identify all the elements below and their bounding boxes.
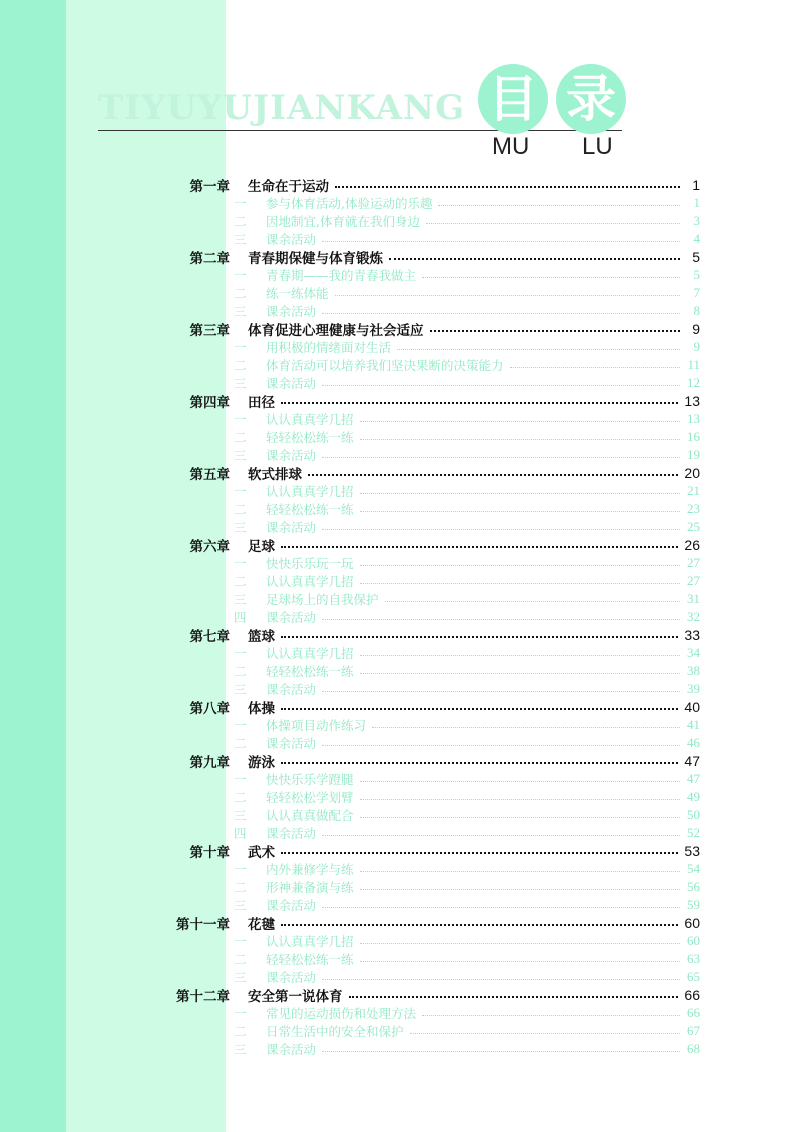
leader-dots [360, 781, 680, 782]
section-title: 常见的运动损伤和处理方法 [266, 1006, 417, 1021]
chapter-title: 青春期保健与体育锻炼 [248, 251, 383, 267]
leader-dots [322, 241, 680, 242]
title-pinyin-mu: MU [492, 133, 530, 160]
section-number: 一 [234, 934, 247, 949]
section-page-number: 34 [687, 645, 700, 660]
toc-section-row[interactable] [150, 680, 700, 698]
title-char-lu: 录 [556, 64, 626, 134]
section-title: 认认真真学几招 [266, 484, 354, 499]
section-title: 课余活动 [266, 610, 317, 625]
toc-section-row[interactable] [150, 572, 700, 590]
section-page-number: 1 [693, 195, 700, 210]
chapter-title: 花毽 [248, 917, 275, 933]
leader-dots [510, 367, 680, 368]
leader-dots [335, 295, 680, 296]
section-number: 二 [234, 286, 247, 301]
toc-section-row[interactable] [150, 716, 700, 734]
chapter-page-number: 47 [684, 753, 700, 769]
toc-section-row[interactable] [150, 230, 700, 248]
leader-dots [389, 258, 680, 260]
toc-chapter-row[interactable] [150, 842, 700, 860]
section-page-number: 27 [687, 555, 700, 570]
section-title: 轻轻松松练一练 [266, 952, 354, 967]
toc-section-row[interactable] [150, 788, 700, 806]
chapter-title: 安全第一说体育 [248, 989, 343, 1005]
toc-chapter-row[interactable] [150, 914, 700, 932]
leader-dots [281, 636, 678, 638]
leader-dots [360, 655, 680, 656]
chapter-page-number: 66 [684, 987, 700, 1003]
toc-section-row[interactable] [150, 1040, 700, 1058]
chapter-title: 体育促进心理健康与社会适应 [248, 323, 424, 339]
section-number: 二 [234, 790, 247, 805]
section-page-number: 60 [687, 933, 700, 948]
section-number: 三 [234, 970, 247, 985]
leader-dots [372, 727, 680, 728]
section-page-number: 9 [693, 339, 700, 354]
section-title: 足球场上的自我保护 [266, 592, 379, 607]
toc-section-row[interactable] [150, 860, 700, 878]
section-number: 一 [234, 862, 247, 877]
section-page-number: 12 [687, 375, 700, 390]
section-number: 一 [234, 646, 247, 661]
toc-section-row[interactable] [150, 806, 700, 824]
section-title: 认认真真学几招 [266, 646, 354, 661]
section-title: 课余活动 [266, 826, 317, 841]
section-title: 认认真真学几招 [266, 412, 354, 427]
section-title: 轻轻松松练一练 [266, 664, 354, 679]
chapter-number: 第七章 [189, 629, 230, 645]
leader-dots [349, 996, 679, 998]
section-page-number: 23 [687, 501, 700, 516]
section-page-number: 49 [687, 789, 700, 804]
section-title: 练一练体能 [266, 286, 329, 301]
section-page-number: 59 [687, 897, 700, 912]
toc-chapter-row[interactable] [150, 176, 700, 194]
toc-section-row[interactable] [150, 212, 700, 230]
section-number: 一 [234, 340, 247, 355]
toc-section-row[interactable] [150, 410, 700, 428]
leader-dots [360, 421, 680, 422]
section-number: 一 [234, 1006, 247, 1021]
chapter-number: 第六章 [189, 539, 230, 555]
section-page-number: 11 [687, 357, 700, 372]
leader-dots [322, 1051, 680, 1052]
chapter-number: 第四章 [189, 395, 230, 411]
section-title: 内外兼修学与练 [266, 862, 354, 877]
section-number: 二 [234, 736, 247, 751]
section-number: 三 [234, 1042, 247, 1057]
toc-chapter-row[interactable] [150, 698, 700, 716]
toc-section-row[interactable] [150, 608, 700, 626]
toc-section-row[interactable] [150, 1004, 700, 1022]
chapter-number: 第十一章 [176, 917, 230, 933]
toc-section-row[interactable] [150, 824, 700, 842]
chapter-number: 第八章 [189, 701, 230, 717]
leader-dots [360, 493, 680, 494]
section-number: 二 [234, 502, 247, 517]
leader-dots [360, 817, 680, 818]
toc-section-row[interactable] [150, 446, 700, 464]
section-number: 一 [234, 412, 247, 427]
section-page-number: 7 [693, 285, 700, 300]
section-title: 课余活动 [266, 736, 317, 751]
section-title: 课余活动 [266, 448, 317, 463]
section-number: 一 [234, 196, 247, 211]
section-page-number: 13 [687, 411, 700, 426]
leader-dots [360, 511, 680, 512]
section-title: 体育活动可以培养我们坚决果断的决策能力 [266, 358, 504, 373]
toc-chapter-row[interactable] [150, 536, 700, 554]
chapter-number: 第十二章 [176, 989, 230, 1005]
chapter-page-number: 40 [684, 699, 700, 715]
section-title: 课余活动 [266, 376, 317, 391]
leader-dots [322, 385, 680, 386]
section-title: 课余活动 [266, 232, 317, 247]
section-number: 四 [234, 610, 247, 625]
toc-section-row[interactable] [150, 338, 700, 356]
leader-dots [322, 619, 680, 620]
section-page-number: 31 [687, 591, 700, 606]
chapter-title: 体操 [248, 701, 275, 717]
chapter-title: 软式排球 [248, 467, 302, 483]
title-pinyin-lu: LU [582, 133, 613, 160]
leader-dots [322, 691, 680, 692]
section-number: 二 [234, 952, 247, 967]
section-page-number: 21 [687, 483, 700, 498]
pinyin-header-title: TIYUYUJIANKANG [98, 88, 466, 128]
leader-dots [360, 439, 680, 440]
toc-section-row[interactable] [150, 482, 700, 500]
section-number: 二 [234, 1024, 247, 1039]
section-page-number: 8 [693, 303, 700, 318]
header-divider [98, 130, 622, 131]
section-title: 认认真真做配合 [266, 808, 354, 823]
leader-dots [322, 529, 680, 530]
chapter-page-number: 13 [684, 393, 700, 409]
table-of-contents [150, 176, 700, 1058]
section-page-number: 16 [687, 429, 700, 444]
toc-section-row[interactable] [150, 770, 700, 788]
section-page-number: 3 [693, 213, 700, 228]
leader-dots [360, 565, 680, 566]
section-page-number: 68 [687, 1041, 700, 1056]
leader-dots [308, 474, 678, 476]
section-number: 一 [234, 268, 247, 283]
section-title: 用积极的情绪面对生活 [266, 340, 392, 355]
section-number: 二 [234, 880, 247, 895]
section-number: 三 [234, 592, 247, 607]
toc-chapter-row[interactable] [150, 392, 700, 410]
chapter-number: 第十章 [189, 845, 230, 861]
section-page-number: 27 [687, 573, 700, 588]
leader-dots [281, 402, 678, 404]
toc-chapter-row[interactable] [150, 248, 700, 266]
leader-dots [281, 762, 678, 764]
chapter-title: 武术 [248, 845, 275, 861]
chapter-number: 第三章 [189, 323, 230, 339]
section-number: 一 [234, 556, 247, 571]
toc-section-row[interactable] [150, 644, 700, 662]
title-char-mu: 目 [478, 64, 548, 134]
chapter-page-number: 26 [684, 537, 700, 553]
toc-chapter-row[interactable] [150, 464, 700, 482]
section-page-number: 25 [687, 519, 700, 534]
leader-dots [430, 330, 681, 332]
leader-dots [360, 889, 680, 890]
chapter-page-number: 60 [684, 915, 700, 931]
section-title: 体操项目动作练习 [266, 718, 367, 733]
section-title: 轻轻松松练一练 [266, 502, 354, 517]
section-number: 三 [234, 682, 247, 697]
section-number: 四 [234, 826, 247, 841]
section-title: 快快乐乐学蹬腿 [266, 772, 354, 787]
chapter-page-number: 53 [684, 843, 700, 859]
section-number: 三 [234, 898, 247, 913]
section-page-number: 50 [687, 807, 700, 822]
leader-dots [281, 852, 678, 854]
toc-section-row[interactable] [150, 374, 700, 392]
leader-dots [281, 924, 678, 926]
chapter-title: 田径 [248, 395, 275, 411]
section-title: 青春期——我的青春我做主 [266, 268, 417, 283]
section-title: 轻轻松松练一练 [266, 430, 354, 445]
section-title: 课余活动 [266, 304, 317, 319]
section-title: 课余活动 [266, 520, 317, 535]
leader-dots [360, 799, 680, 800]
leader-dots [322, 745, 680, 746]
section-title: 课余活动 [266, 682, 317, 697]
section-page-number: 54 [687, 861, 700, 876]
toc-chapter-row[interactable] [150, 626, 700, 644]
leader-dots [322, 835, 680, 836]
section-page-number: 46 [687, 735, 700, 750]
toc-section-row[interactable] [150, 266, 700, 284]
toc-section-row[interactable] [150, 302, 700, 320]
chapter-title: 足球 [248, 539, 275, 555]
toc-chapter-row[interactable] [150, 320, 700, 338]
toc-section-row[interactable] [150, 428, 700, 446]
toc-section-row[interactable] [150, 896, 700, 914]
section-page-number: 39 [687, 681, 700, 696]
section-title: 轻轻松松学划臂 [266, 790, 354, 805]
section-number: 三 [234, 448, 247, 463]
section-title: 快快乐乐玩一玩 [266, 556, 354, 571]
section-number: 二 [234, 214, 247, 229]
section-title: 认认真真学几招 [266, 574, 354, 589]
section-title: 参与体育活动,体验运动的乐趣 [266, 196, 433, 211]
leader-dots [385, 601, 680, 602]
leader-dots [360, 673, 680, 674]
section-title: 因地制宜,体育就在我们身边 [266, 214, 420, 229]
chapter-number: 第五章 [189, 467, 230, 483]
section-number: 二 [234, 358, 247, 373]
toc-section-row[interactable] [150, 950, 700, 968]
chapter-page-number: 1 [692, 177, 700, 193]
toc-section-row[interactable] [150, 518, 700, 536]
chapter-number: 第一章 [189, 179, 230, 195]
leader-dots [410, 1033, 680, 1034]
section-title: 认认真真学几招 [266, 934, 354, 949]
section-number: 一 [234, 772, 247, 787]
chapter-title: 篮球 [248, 629, 275, 645]
toc-section-row[interactable] [150, 554, 700, 572]
toc-chapter-row[interactable] [150, 986, 700, 1004]
leader-dots [281, 546, 678, 548]
section-title: 课余活动 [266, 898, 317, 913]
leader-dots [360, 583, 680, 584]
section-number: 一 [234, 718, 247, 733]
leader-dots [438, 205, 680, 206]
leader-dots [360, 871, 680, 872]
section-number: 二 [234, 664, 247, 679]
section-page-number: 38 [687, 663, 700, 678]
section-page-number: 32 [687, 609, 700, 624]
chapter-number: 第二章 [189, 251, 230, 267]
section-page-number: 4 [693, 231, 700, 246]
left-margin-band-dark [0, 0, 66, 1132]
section-page-number: 52 [687, 825, 700, 840]
toc-section-row[interactable] [150, 284, 700, 302]
leader-dots [360, 961, 680, 962]
toc-section-row[interactable] [150, 932, 700, 950]
section-page-number: 63 [687, 951, 700, 966]
leader-dots [422, 1015, 680, 1016]
section-number: 三 [234, 808, 247, 823]
section-page-number: 41 [687, 717, 700, 732]
section-page-number: 19 [687, 447, 700, 462]
chapter-title: 游泳 [248, 755, 275, 771]
leader-dots [322, 313, 680, 314]
toc-section-row[interactable] [150, 1022, 700, 1040]
leader-dots [422, 277, 680, 278]
chapter-page-number: 20 [684, 465, 700, 481]
leader-dots [322, 979, 680, 980]
leader-dots [426, 223, 680, 224]
section-page-number: 47 [687, 771, 700, 786]
toc-section-row[interactable] [150, 662, 700, 680]
section-number: 三 [234, 304, 247, 319]
toc-section-row[interactable] [150, 878, 700, 896]
leader-dots [360, 943, 680, 944]
toc-section-row[interactable] [150, 968, 700, 986]
section-number: 三 [234, 376, 247, 391]
section-page-number: 5 [693, 267, 700, 282]
leader-dots [322, 907, 680, 908]
section-page-number: 56 [687, 879, 700, 894]
toc-chapter-row[interactable] [150, 752, 700, 770]
leader-dots [281, 708, 678, 710]
toc-section-row[interactable] [150, 500, 700, 518]
chapter-page-number: 9 [692, 321, 700, 337]
toc-section-row[interactable] [150, 356, 700, 374]
section-number: 二 [234, 574, 247, 589]
section-number: 三 [234, 520, 247, 535]
chapter-number: 第九章 [189, 755, 230, 771]
toc-section-row[interactable] [150, 590, 700, 608]
section-number: 一 [234, 484, 247, 499]
chapter-page-number: 5 [692, 249, 700, 265]
section-page-number: 66 [687, 1005, 700, 1020]
section-number: 二 [234, 430, 247, 445]
leader-dots [322, 457, 680, 458]
section-page-number: 65 [687, 969, 700, 984]
section-title: 形神兼备演与练 [266, 880, 354, 895]
section-page-number: 67 [687, 1023, 700, 1038]
section-title: 日常生活中的安全和保护 [266, 1024, 404, 1039]
leader-dots [335, 186, 680, 188]
leader-dots [397, 349, 680, 350]
toc-section-row[interactable] [150, 734, 700, 752]
section-title: 课余活动 [266, 1042, 317, 1057]
chapter-title: 生命在于运动 [248, 179, 329, 195]
section-number: 三 [234, 232, 247, 247]
chapter-page-number: 33 [684, 627, 700, 643]
section-title: 课余活动 [266, 970, 317, 985]
toc-section-row[interactable] [150, 194, 700, 212]
